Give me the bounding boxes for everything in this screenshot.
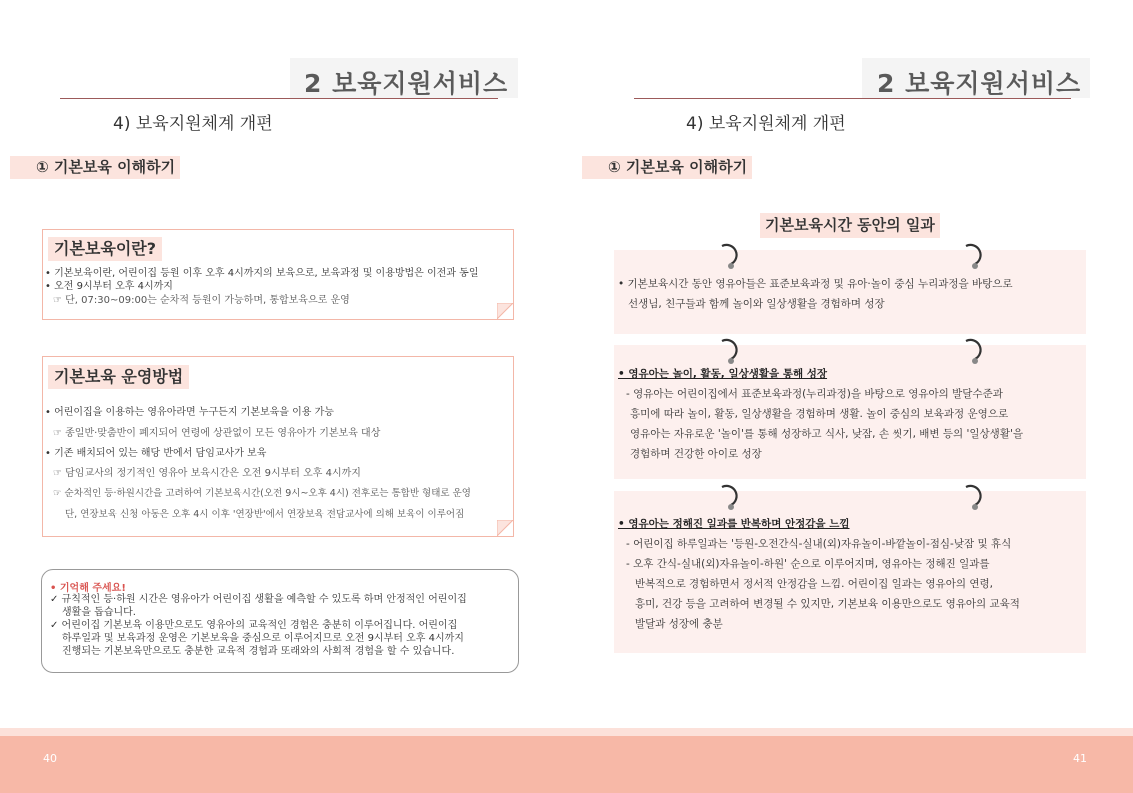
section-label: ① 기본보육 이해하기 xyxy=(10,156,180,179)
subsection-title: 4) 보육지원체계 개편 xyxy=(686,114,846,134)
memo-line: 하루일과 및 보육과정 운영은 기본보육을 중심으로 이루어지므로 오전 9시부터 오후 4시까지 xyxy=(62,633,464,644)
memo-box xyxy=(41,569,519,673)
binder-ring-icon xyxy=(962,236,988,274)
box-title: 기본보육이란? xyxy=(48,237,162,261)
text-line: ☞ 단, 07:30~09:00는 순차적 등원이 가능하며, 통합보육으로 운영 xyxy=(53,295,350,306)
stability-panel xyxy=(614,491,1086,653)
daily-routine-heading: 기본보육시간 동안의 일과 xyxy=(760,213,940,238)
text-line: 흥미에 따라 놀이, 활동, 일상생활을 경험하며 생활. 놀이 중심의 보육과정 운영으로 xyxy=(630,408,1009,420)
footer-stripe xyxy=(0,728,1133,736)
text-line: 단, 연장보육 신청 아동은 오후 4시 이후 '연장반'에서 연장보육 전담교사에 의해 보육이 이루어짐 xyxy=(65,509,465,520)
text-line: • 어린이집을 이용하는 영유아라면 누구든지 기본보육을 이용 가능 xyxy=(45,407,334,418)
binder-ring-icon xyxy=(718,236,744,274)
page-fold-icon xyxy=(497,303,513,319)
text-line: - 어린이집 하루일과는 '등원-오전간식-실내(외)자유놀이-바깥놀이-점심-낮잠 및 휴식 xyxy=(626,538,1012,550)
text-line: 흥미, 건강 등을 고려하여 변경될 수 있지만, 기본보육 이용만으로도 영유아의 교육적 xyxy=(635,598,1020,610)
operation-box xyxy=(42,356,514,537)
chapter-title: 2 보육지원서비스 xyxy=(877,69,1082,98)
memo-line: 생활을 돕습니다. xyxy=(62,607,136,618)
memo-title: • 기억해 주세요! xyxy=(50,583,126,594)
text-line: ☞ 담임교사의 정기적인 영유아 보육시간은 오전 9시부터 오후 4시까지 xyxy=(53,468,361,479)
text-line: • 오전 9시부터 오후 4시까지 xyxy=(45,281,173,292)
text-line: - 영유아는 어린이집에서 표준보육과정(누리과정)을 바탕으로 영유아의 발달수준과 xyxy=(626,388,1003,400)
routine-panel xyxy=(614,250,1086,334)
chapter-title: 2 보육지원서비스 xyxy=(304,69,509,98)
text-line: - 오후 간식-실내(외)자유놀이-하원' 순으로 이루어지며, 영유아는 정해진 일과를 xyxy=(626,558,990,570)
binder-ring-icon xyxy=(962,331,988,369)
text-line: 영유아는 자유로운 '놀이'를 통해 성장하고 식사, 낮잠, 손 씻기, 배변 등의 '일상생활'을 xyxy=(630,428,1023,440)
text-line: • 기존 배치되어 있는 해당 반에서 담임교사가 보육 xyxy=(45,448,267,459)
text-line: 선생님, 친구들과 함께 놀이와 일상생활을 경험하며 성장 xyxy=(628,298,885,310)
chapter-underline xyxy=(634,98,1071,99)
binder-ring-icon xyxy=(718,331,744,369)
memo-line: ✓ 규칙적인 등·하원 시간은 영유아가 어린이집 생활을 예측할 수 있도록 하며 안정적인 어린이집 xyxy=(50,594,467,605)
text-line: • 기본보육이란, 어린이집 등원 이후 오후 4시까지의 보육으로, 보육과정 및 이용방법은 이전과 동일 xyxy=(45,268,479,279)
memo-line: 진행되는 기본보육만으로도 충분한 교육적 경험과 또래와의 사회적 경험을 할 수 있습니다. xyxy=(62,646,455,657)
growth-panel xyxy=(614,345,1086,479)
definition-box xyxy=(42,229,514,320)
subsection-title: 4) 보육지원체계 개편 xyxy=(113,114,273,134)
text-line: ☞ 순차적인 등·하원시간을 고려하여 기본보육시간(오전 9시~오후 4시) 전후로는 통합반 형태로 운영 xyxy=(53,488,471,499)
chapter-underline xyxy=(60,98,498,99)
panel-title: • 영유아는 정해진 일과를 반복하며 안정감을 느낌 xyxy=(618,518,850,530)
text-line: 발달과 성장에 충분 xyxy=(635,618,723,630)
text-line: • 기본보육시간 동안 영유아들은 표준보육과정 및 유아·놀이 중심 누리과정을 바탕으로 xyxy=(618,278,1013,290)
memo-line: ✓ 어린이집 기본보육 이용만으로도 영유아의 교육적인 경험은 충분히 이루어집니다. 어린이집 xyxy=(50,620,458,631)
page-number-right: 41 xyxy=(1073,752,1087,765)
panel-title: • 영유아는 놀이, 활동, 일상생활을 통해 성장 xyxy=(618,368,828,380)
section-label: ① 기본보육 이해하기 xyxy=(582,156,752,179)
box-title: 기본보육 운영방법 xyxy=(48,365,189,389)
text-line: ☞ 종일반·맞춤반이 폐지되어 연령에 상관없이 모든 영유아가 기본보육 대상 xyxy=(53,428,381,439)
footer-bar xyxy=(0,736,1133,793)
page-fold-icon xyxy=(497,520,513,536)
page-number-left: 40 xyxy=(43,752,57,765)
binder-ring-icon xyxy=(962,477,988,515)
binder-ring-icon xyxy=(718,477,744,515)
text-line: 경험하며 건강한 아이로 성장 xyxy=(630,448,762,460)
text-line: 반복적으로 경험하면서 정서적 안정감을 느낌. 어린이집 일과는 영유아의 연령, xyxy=(635,578,993,590)
